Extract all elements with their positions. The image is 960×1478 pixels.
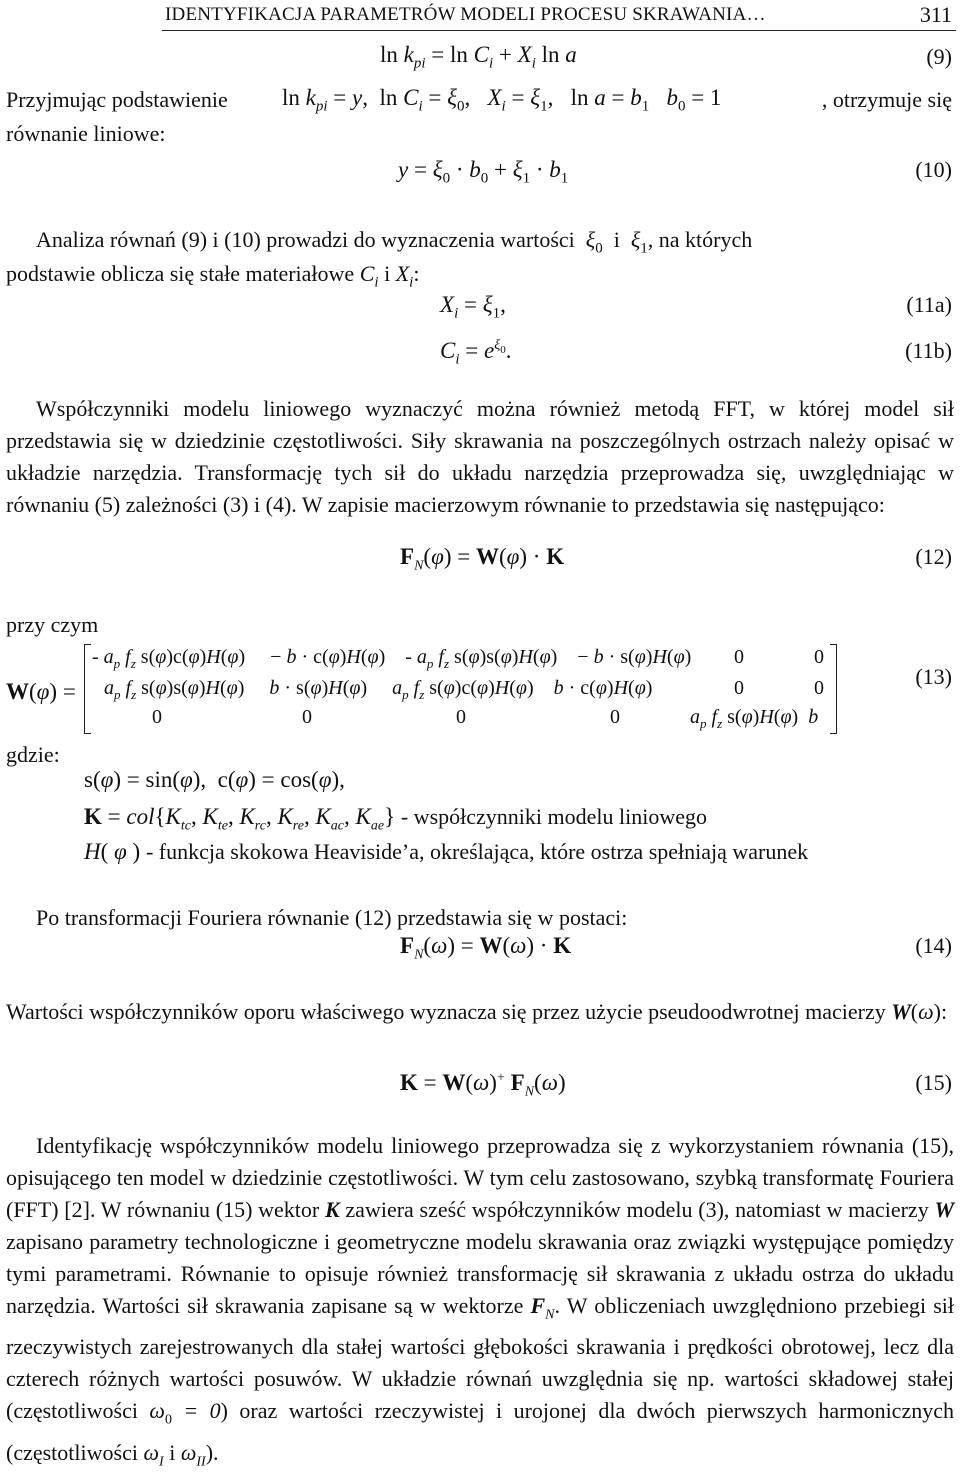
matrix-W-symbol: W(φ) =: [6, 679, 76, 704]
matrix-r3-c4: 0: [610, 706, 620, 728]
running-header: IDENTYFIKACJA PARAMETRÓW MODELI PROCESU SKRAWANIA…: [165, 4, 766, 25]
matrix-r3-c1: 0: [152, 706, 162, 728]
equation-12: $F_N(\varphi) = W(\varphi) \cdot K$: [400, 544, 565, 574]
text-gdzie: gdzie:: [6, 742, 60, 767]
matrix-row-2: $a_p$ $f_z$ s(φ)s(φ)H(φ) b · s(φ)H(φ) $a_p$ $f_z$ s(φ)c(φ)H(φ) b · c(φ)H(φ): [104, 677, 653, 702]
equation-13-label: (13): [915, 664, 952, 689]
equation-9-label: (9): [926, 44, 952, 69]
text-przy-czym: przy czym: [6, 612, 99, 637]
text-substitution-end: , otrzymuje się: [821, 87, 952, 112]
equation-11a-label: (11a): [906, 292, 952, 317]
paragraph-fft: Współczynniki modelu liniowego wyznaczyć można również metodą FFT, w której model sił przedstawia się w dziedzinie częstotliwości. Siły skrawania na poszczególnych ostrzach należy opisać w układzie narzędzia. Transformację tych sił do układu narzędzia przeprowadza się, uwzględniając w równaniu (5) zależności (3) i (4). W zapisie macierzowym równanie to przedstawia się następująco:: [6, 396, 954, 517]
matrix-right-bracket: [830, 644, 837, 734]
matrix-r2-c5: 0: [734, 677, 744, 699]
text-fourier: Po transformacji Fouriera równanie (12) przedstawia się w postaci:: [36, 905, 628, 930]
matrix-r3-c2: 0: [302, 706, 312, 728]
definition-H: H( φ ) - funkcja skokowa Heaviside’a, określająca, które ostrza spełniają warunek: [84, 839, 809, 864]
equation-11a: $X_i = \xi_1$,: [440, 292, 506, 322]
text-analysis-line1: Analiza równań (9) i (10) prowadzi do wyznaczenia wartości $\xi_0$ i $\xi_1$, na których: [36, 227, 753, 257]
matrix-r1-c6: 0: [814, 646, 824, 668]
substitution-formulas: $\ln k_{pi} = y$, $\ln C_i = \xi_0$, $X_i = \xi_1$, $\ln a = b_1$ $b_0 = 1$: [282, 85, 722, 115]
page-number: 311: [919, 2, 952, 27]
matrix-r3-c5: $a_p$ $f_z$ s(φ)H(φ) b: [690, 706, 819, 731]
text-substitution-start: Przyjmując podstawienie: [6, 87, 228, 112]
matrix-row-1: - $a_p$ $f_z$ s(φ)c(φ)H(φ) − b · c(φ)H(φ) - $a_p$ $f_z$ s(φ)s(φ)H(φ) − b · s(φ)H(φ): [92, 646, 692, 671]
matrix-left-bracket: [84, 644, 91, 734]
equation-15: K = W(ω)+ $F_N(\omega)$: [400, 1070, 566, 1100]
matrix-r1-c5: 0: [734, 646, 744, 668]
equation-12-label: (12): [915, 544, 952, 569]
matrix-r3-c3: 0: [456, 706, 466, 728]
equation-9: $\ln k_{pi} = \ln C_i + X_i$ ln a: [380, 42, 577, 72]
equation-10: $y = \xi_0 \cdot b_0 + \xi_1 \cdot b_1$: [398, 157, 569, 187]
definition-K: $K = col\{K_{tc}$, $K_{te}$, $K_{rc}$, $K_{re}$, $K_{ac}$, $K_{ae}$} - współczynniki modelu liniowego: [84, 804, 707, 834]
equation-10-label: (10): [915, 157, 952, 182]
matrix-r2-c6: 0: [814, 677, 824, 699]
equation-11b-label: (11b): [905, 338, 952, 363]
text-linear-equation: równanie liniowe:: [6, 121, 166, 146]
paragraph-identification: Identyfikację współczynników modelu liniowego przeprowadza się z wykorzystaniem równania (15), opisującego ten model w dziedzinie częstotliwości. W tym celu zastosowano, szybką transformatę Fouriera (FFT) [2]. W równaniu (15) wektor K zawiera sześć współczynników modelu (3), natomiast w macierzy W zapisano parametry technologiczne i geometryczne modelu skrawania oraz związki występujące pomiędzy tymi parametrami. Równanie to opisuje również transformację sił skrawania z układu ostrza do układu narzędzia. Wartości sił skrawania zapisane są w wektorze $F_N$. W obliczeniach uwzględniono przebiegi sił rzeczywistych zarejestrowanych dla stałej wartości głębokości skrawania i prędkości obrotowej, lecz dla czterech różnych wartości posuwów. W układzie równań uwzględnia się np. wartości składowej stałej (częstotliwości $\omega_0 = 0$) oraz wartości rzeczywistej i urojonej dla dwóch pierwszych harmonicznych (częstotliwości $\omega_I$ i $\omega_{II}$).: [6, 1133, 955, 1470]
equation-14: $F_N(\omega) = W(\omega) \cdot K$: [400, 933, 572, 963]
header-rule: [162, 30, 956, 31]
equation-11b: $C_i = e^{\xi_0}$.: [440, 338, 512, 368]
text-analysis-line2: podstawie oblicza się stałe materiałowe $C_i$ i $X_i$:: [6, 261, 420, 291]
equation-14-label: (14): [915, 933, 952, 958]
paragraph-pseudoinverse: Wartości współczynników oporu właściwego wyznacza się przez użycie pseudoodwrotnej macierzy W(ω):: [6, 999, 948, 1024]
definition-s-c: s(φ) = sin(φ), c(φ) = cos(φ),: [84, 767, 345, 792]
equation-15-label: (15): [915, 1070, 952, 1095]
